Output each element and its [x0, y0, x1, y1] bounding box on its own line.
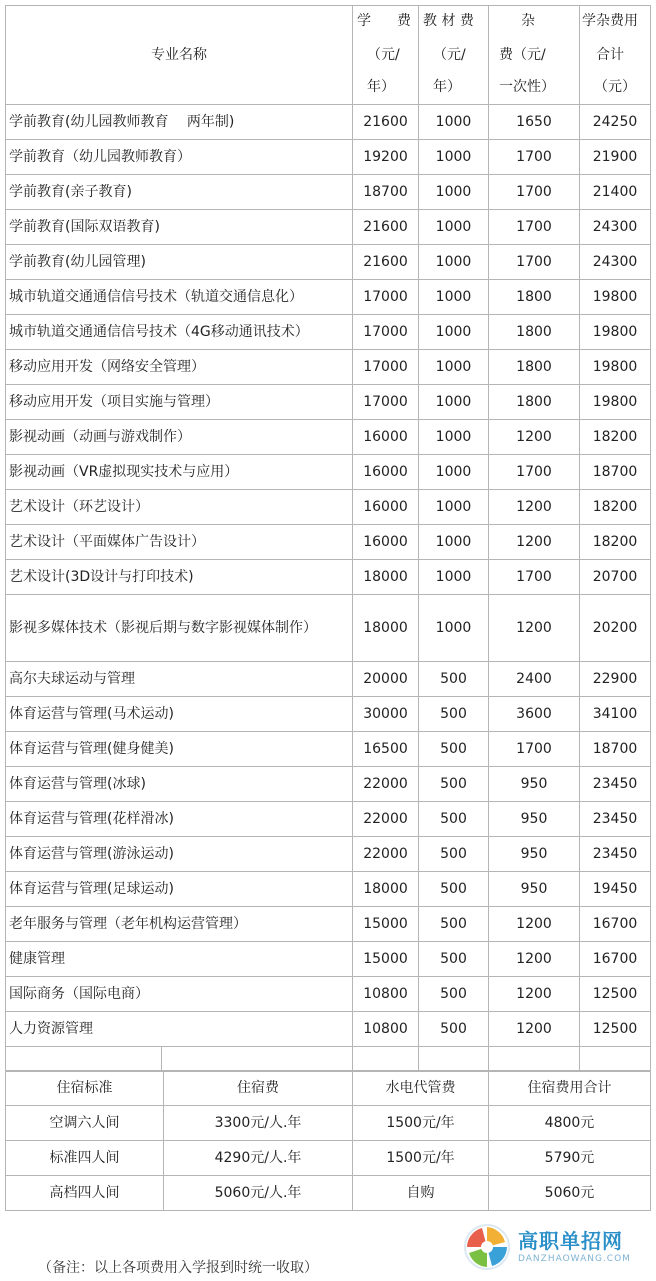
tuition-cell: 17000 — [353, 280, 419, 315]
major-name-cell: 学前教育(幼儿园管理) — [6, 245, 353, 280]
books-cell: 500 — [419, 942, 489, 977]
tuition-cell: 21600 — [353, 210, 419, 245]
tuition-cell: 22000 — [353, 837, 419, 872]
tuition-cell: 30000 — [353, 697, 419, 732]
books-cell: 1000 — [419, 595, 489, 662]
logo-title: 高职单招网 — [518, 1229, 623, 1253]
header-books: 教 材 费 （元/ 年） — [419, 6, 489, 105]
tuition-cell: 17000 — [353, 385, 419, 420]
total-cell: 23450 — [580, 767, 651, 802]
major-name-cell: 学前教育（幼儿园教师教育） — [6, 140, 353, 175]
misc-cell: 1700 — [489, 140, 580, 175]
total-cell: 18200 — [580, 420, 651, 455]
table-row — [6, 907, 651, 942]
books-cell: 500 — [419, 697, 489, 732]
tuition-cell: 17000 — [353, 315, 419, 350]
major-name-cell: 学前教育(国际双语教育) — [6, 210, 353, 245]
site-logo[interactable] — [458, 1221, 654, 1273]
books-cell: 1000 — [419, 420, 489, 455]
total-cell: 18700 — [580, 732, 651, 767]
tuition-table-header — [6, 6, 651, 105]
misc-cell: 1700 — [489, 175, 580, 210]
total-cell: 20200 — [580, 595, 651, 662]
books-cell: 1000 — [419, 210, 489, 245]
dorm-cell: 5060元/人.年 — [164, 1176, 353, 1211]
misc-cell: 1200 — [489, 490, 580, 525]
tuition-cell: 17000 — [353, 350, 419, 385]
books-cell: 1000 — [419, 490, 489, 525]
major-name-cell: 体育运营与管理(冰球) — [6, 767, 353, 802]
dorm-header-total: 住宿费用合计 — [489, 1071, 651, 1106]
books-cell: 1000 — [419, 455, 489, 490]
total-cell: 23450 — [580, 802, 651, 837]
dorm-header-utilities: 水电代管费 — [353, 1071, 489, 1106]
major-name-cell: 体育运营与管理(足球运动) — [6, 872, 353, 907]
total-cell: 24300 — [580, 245, 651, 280]
total-cell: 22900 — [580, 662, 651, 697]
books-cell: 1000 — [419, 315, 489, 350]
misc-cell: 950 — [489, 872, 580, 907]
table-row — [6, 595, 651, 662]
tuition-cell: 19200 — [353, 140, 419, 175]
dorm-cell: 空调六人间 — [6, 1106, 164, 1141]
books-cell: 500 — [419, 872, 489, 907]
table-row — [6, 280, 651, 315]
major-name-cell: 城市轨道交通通信信号技术（轨道交通信息化） — [6, 280, 353, 315]
tuition-cell: 16000 — [353, 490, 419, 525]
misc-cell: 950 — [489, 767, 580, 802]
misc-cell: 1700 — [489, 210, 580, 245]
total-cell: 24300 — [580, 210, 651, 245]
misc-cell: 1800 — [489, 350, 580, 385]
tuition-table — [5, 5, 651, 1072]
total-cell: 19800 — [580, 315, 651, 350]
major-name-cell: 移动应用开发（项目实施与管理） — [6, 385, 353, 420]
total-cell: 21400 — [580, 175, 651, 210]
header-total: 学杂费用 合计 （元） — [580, 6, 651, 105]
dorm-cell: 自购 — [353, 1176, 489, 1211]
misc-cell: 1800 — [489, 280, 580, 315]
table-row — [6, 490, 651, 525]
tuition-cell: 22000 — [353, 767, 419, 802]
tuition-cell: 10800 — [353, 977, 419, 1012]
tuition-cell: 16500 — [353, 732, 419, 767]
tuition-table-body — [6, 105, 651, 1047]
major-name-cell: 艺术设计(3D设计与打印技术) — [6, 560, 353, 595]
major-name-cell: 艺术设计（环艺设计） — [6, 490, 353, 525]
table-row — [6, 560, 651, 595]
books-cell: 500 — [419, 662, 489, 697]
table-row — [6, 872, 651, 907]
books-cell: 1000 — [419, 280, 489, 315]
tuition-cell: 21600 — [353, 245, 419, 280]
table-row — [6, 802, 651, 837]
major-name-cell: 学前教育(亲子教育) — [6, 175, 353, 210]
tuition-cell: 18000 — [353, 872, 419, 907]
tuition-cell: 15000 — [353, 942, 419, 977]
total-cell: 18200 — [580, 525, 651, 560]
misc-cell: 3600 — [489, 697, 580, 732]
dorm-cell: 4800元 — [489, 1106, 651, 1141]
major-name-cell: 移动应用开发（网络安全管理） — [6, 350, 353, 385]
tuition-cell: 16000 — [353, 525, 419, 560]
total-cell: 18200 — [580, 490, 651, 525]
tuition-cell: 10800 — [353, 1012, 419, 1047]
dorm-cell: 1500元/年 — [353, 1106, 489, 1141]
table-row — [6, 175, 651, 210]
table-row — [6, 315, 651, 350]
table-row — [6, 767, 651, 802]
table-row — [6, 697, 651, 732]
total-cell: 23450 — [580, 837, 651, 872]
books-cell: 1000 — [419, 525, 489, 560]
tuition-cell: 20000 — [353, 662, 419, 697]
dorm-cell: 5790元 — [489, 1141, 651, 1176]
header-misc: 杂 费（元/ 一次性） — [489, 6, 580, 105]
dorm-cell: 标准四人间 — [6, 1141, 164, 1176]
logo-subtitle: DANZHAOWANG.COM — [518, 1254, 631, 1264]
table-spacer-row — [6, 1047, 651, 1072]
table-row — [6, 942, 651, 977]
total-cell: 34100 — [580, 697, 651, 732]
header-major-name: 专业名称 — [6, 6, 353, 105]
tuition-cell: 15000 — [353, 907, 419, 942]
dormitory-table — [5, 1070, 651, 1211]
footnote: （备注：以上各项费用入学报到时统一收取） — [38, 1260, 318, 1276]
total-cell: 21900 — [580, 140, 651, 175]
table-row — [6, 977, 651, 1012]
major-name-cell: 艺术设计（平面媒体广告设计） — [6, 525, 353, 560]
major-name-cell: 体育运营与管理(花样滑冰) — [6, 802, 353, 837]
misc-cell: 1700 — [489, 245, 580, 280]
dorm-cell: 1500元/年 — [353, 1141, 489, 1176]
books-cell: 500 — [419, 907, 489, 942]
books-cell: 1000 — [419, 105, 489, 140]
total-cell: 19450 — [580, 872, 651, 907]
dorm-header-fee: 住宿费 — [164, 1071, 353, 1106]
tuition-cell: 18000 — [353, 560, 419, 595]
total-cell: 16700 — [580, 907, 651, 942]
books-cell: 1000 — [419, 245, 489, 280]
misc-cell: 1200 — [489, 1012, 580, 1047]
misc-cell: 1200 — [489, 977, 580, 1012]
table-row — [6, 210, 651, 245]
dorm-cell: 5060元 — [489, 1176, 651, 1211]
total-cell: 12500 — [580, 1012, 651, 1047]
table-row — [6, 1176, 651, 1211]
major-name-cell: 影视动画（动画与游戏制作） — [6, 420, 353, 455]
major-name-cell: 影视多媒体技术（影视后期与数字影视媒体制作） — [6, 595, 353, 662]
total-cell: 19800 — [580, 350, 651, 385]
table-row — [6, 662, 651, 697]
table-row — [6, 1141, 651, 1176]
books-cell: 1000 — [419, 385, 489, 420]
total-cell: 20700 — [580, 560, 651, 595]
books-cell: 1000 — [419, 140, 489, 175]
dorm-cell: 高档四人间 — [6, 1176, 164, 1211]
books-cell: 500 — [419, 1012, 489, 1047]
major-name-cell: 国际商务（国际电商） — [6, 977, 353, 1012]
dormitory-table-header — [6, 1071, 651, 1106]
misc-cell: 1650 — [489, 105, 580, 140]
major-name-cell: 体育运营与管理(健身健美) — [6, 732, 353, 767]
misc-cell: 950 — [489, 802, 580, 837]
books-cell: 500 — [419, 977, 489, 1012]
books-cell: 1000 — [419, 175, 489, 210]
misc-cell: 1800 — [489, 385, 580, 420]
dorm-cell: 4290元/人.年 — [164, 1141, 353, 1176]
misc-cell: 2400 — [489, 662, 580, 697]
table-row — [6, 420, 651, 455]
total-cell: 12500 — [580, 977, 651, 1012]
tuition-cell: 16000 — [353, 455, 419, 490]
misc-cell: 1700 — [489, 455, 580, 490]
books-cell: 1000 — [419, 350, 489, 385]
dorm-cell: 3300元/人.年 — [164, 1106, 353, 1141]
misc-cell: 1700 — [489, 732, 580, 767]
table-row — [6, 350, 651, 385]
books-cell: 1000 — [419, 560, 489, 595]
table-row — [6, 105, 651, 140]
tuition-cell: 22000 — [353, 802, 419, 837]
total-cell: 19800 — [580, 280, 651, 315]
major-name-cell: 高尔夫球运动与管理 — [6, 662, 353, 697]
books-cell: 500 — [419, 837, 489, 872]
misc-cell: 1200 — [489, 595, 580, 662]
pinwheel-logo-icon — [462, 1222, 512, 1272]
table-row — [6, 245, 651, 280]
major-name-cell: 学前教育(幼儿园教师教育 两年制) — [6, 105, 353, 140]
major-name-cell: 人力资源管理 — [6, 1012, 353, 1047]
misc-cell: 1700 — [489, 560, 580, 595]
table-row — [6, 140, 651, 175]
total-cell: 18700 — [580, 455, 651, 490]
misc-cell: 1200 — [489, 525, 580, 560]
misc-cell: 950 — [489, 837, 580, 872]
major-name-cell: 健康管理 — [6, 942, 353, 977]
tuition-cell: 16000 — [353, 420, 419, 455]
misc-cell: 1200 — [489, 942, 580, 977]
dorm-header-standard: 住宿标准 — [6, 1071, 164, 1106]
table-row — [6, 1106, 651, 1141]
header-tuition: 学 费 （元/ 年） — [353, 6, 419, 105]
table-row — [6, 455, 651, 490]
table-row — [6, 837, 651, 872]
books-cell: 500 — [419, 732, 489, 767]
total-cell: 19800 — [580, 385, 651, 420]
major-name-cell: 体育运营与管理(马术运动) — [6, 697, 353, 732]
misc-cell: 1200 — [489, 907, 580, 942]
major-name-cell: 城市轨道交通通信信号技术（4G移动通讯技术） — [6, 315, 353, 350]
major-name-cell: 体育运营与管理(游泳运动) — [6, 837, 353, 872]
table-row — [6, 732, 651, 767]
books-cell: 500 — [419, 767, 489, 802]
tuition-cell: 18000 — [353, 595, 419, 662]
major-name-cell: 老年服务与管理（老年机构运营管理） — [6, 907, 353, 942]
books-cell: 500 — [419, 802, 489, 837]
tuition-cell: 18700 — [353, 175, 419, 210]
table-row — [6, 385, 651, 420]
misc-cell: 1800 — [489, 315, 580, 350]
table-row — [6, 1012, 651, 1047]
misc-cell: 1200 — [489, 420, 580, 455]
table-row — [6, 525, 651, 560]
major-name-cell: 影视动画（VR虚拟现实技术与应用） — [6, 455, 353, 490]
total-cell: 24250 — [580, 105, 651, 140]
total-cell: 16700 — [580, 942, 651, 977]
tuition-cell: 21600 — [353, 105, 419, 140]
